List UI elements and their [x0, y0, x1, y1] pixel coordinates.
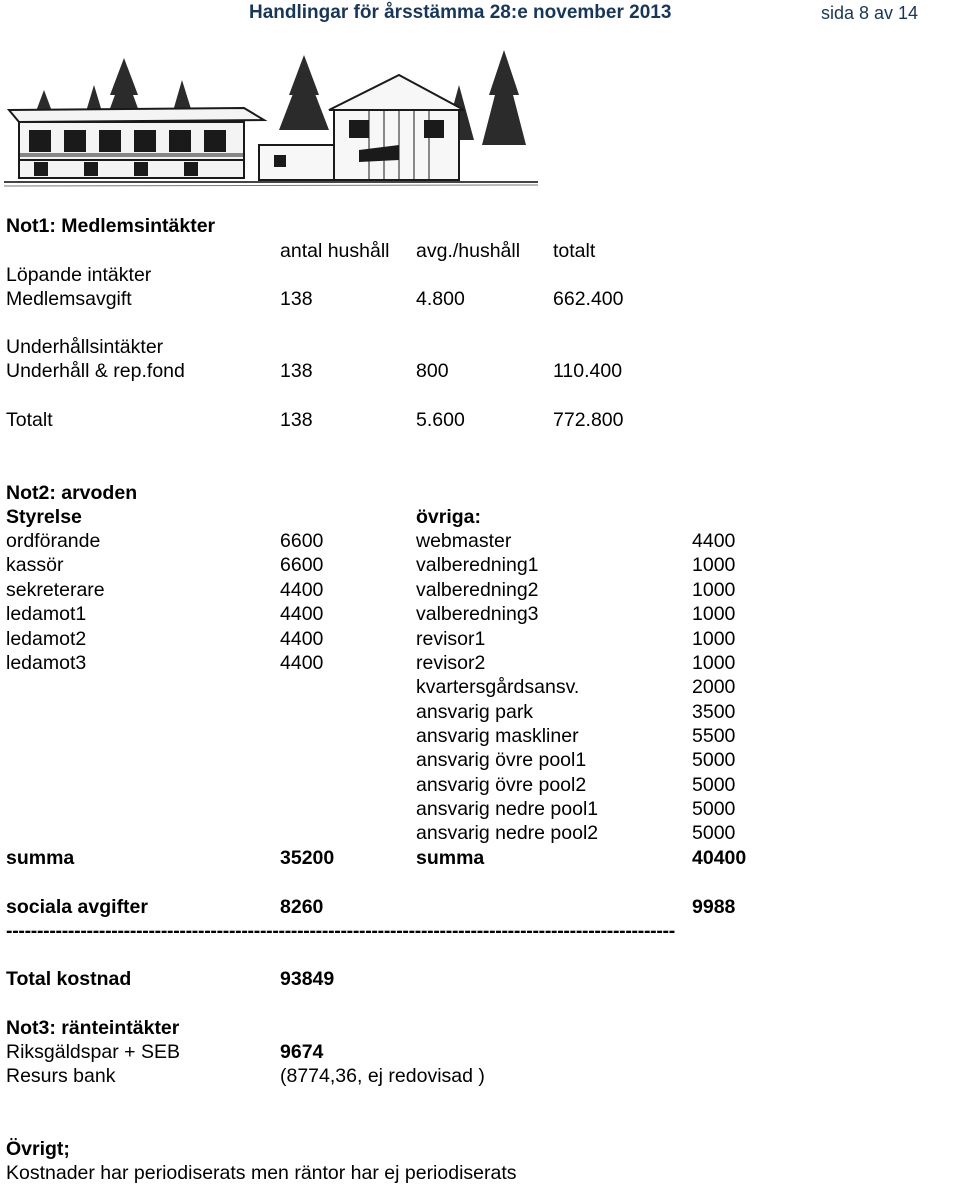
styrelse-value: 4400	[280, 579, 324, 601]
ovriga-value: 1000	[692, 628, 736, 650]
section-running-income: Löpande intäkter	[6, 264, 152, 286]
total-label: Totalt	[6, 409, 53, 431]
summa-ovriga-value: 40400	[692, 847, 747, 869]
total-value: 138	[280, 409, 313, 431]
not2-heading: Not2: arvoden	[6, 482, 138, 504]
not3-heading: Not3: ränteintäkter	[6, 1017, 180, 1039]
ovriga-value: 2000	[692, 676, 736, 698]
ovriga-heading: övriga:	[416, 506, 482, 528]
sociala-avgifter-label: sociala avgifter	[6, 896, 148, 918]
ovriga-name: ansvarig park	[416, 701, 534, 723]
ovriga-value: 1000	[692, 603, 736, 625]
section-maintenance-income: Underhållsintäkter	[6, 336, 164, 358]
total-value: 772.800	[553, 409, 624, 431]
ovriga-name: valberedning3	[416, 603, 539, 625]
col-header-households: antal hushåll	[280, 240, 390, 262]
col-header-total: totalt	[553, 240, 596, 262]
ovriga-name: webmaster	[416, 530, 512, 552]
ovriga-value: 5000	[692, 822, 736, 844]
row-value: 662.400	[553, 288, 624, 310]
ovriga-name: ansvarig maskliner	[416, 725, 579, 747]
row-label: Medlemsavgift	[6, 288, 132, 310]
total-kostnad-label: Total kostnad	[6, 968, 132, 990]
ovriga-name: valberedning1	[416, 554, 539, 576]
ovriga-value: 4400	[692, 530, 736, 552]
ovriga-value: 1000	[692, 554, 736, 576]
interest-row-value: (8774,36, ej redovisad )	[280, 1065, 485, 1087]
total-value: 5.600	[416, 409, 465, 431]
ovriga-name: ansvarig övre pool2	[416, 774, 587, 796]
ovriga-value: 5000	[692, 749, 736, 771]
styrelse-name: ordförande	[6, 530, 101, 552]
row-value: 138	[280, 288, 313, 310]
summa-styrelse-value: 35200	[280, 847, 335, 869]
styrelse-value: 4400	[280, 628, 324, 650]
styrelse-heading: Styrelse	[6, 506, 82, 528]
styrelse-value: 4400	[280, 603, 324, 625]
styrelse-name: ledamot3	[6, 652, 87, 674]
row-label: Underhåll & rep.fond	[6, 360, 185, 382]
sociala-avgifter-ovriga: 9988	[692, 896, 736, 918]
interest-row-label: Riksgäldspar + SEB	[6, 1041, 180, 1063]
ovriga-name: revisor1	[416, 628, 486, 650]
not1-heading: Not1: Medlemsintäkter	[6, 215, 216, 237]
building-sketch-image	[4, 50, 538, 190]
ovriga-value: 1000	[692, 652, 736, 674]
ovrigt-heading: Övrigt;	[6, 1138, 70, 1160]
ovriga-name: ansvarig nedre pool1	[416, 798, 599, 820]
styrelse-value: 6600	[280, 554, 324, 576]
ovriga-name: valberedning2	[416, 579, 539, 601]
row-value: 800	[416, 360, 449, 382]
styrelse-name: ledamot2	[6, 628, 87, 650]
total-kostnad-value: 93849	[280, 968, 335, 990]
col-header-avg-per-household: avg./hushåll	[416, 240, 521, 262]
row-value: 110.400	[553, 360, 623, 382]
ovriga-name: kvartersgårdsansv.	[416, 676, 580, 698]
styrelse-value: 6600	[280, 530, 324, 552]
summa-ovriga-label: summa	[416, 847, 485, 869]
row-value: 138	[280, 360, 313, 382]
row-value: 4.800	[416, 288, 465, 310]
ovrigt-text: Kostnader har periodiserats men räntor har ej periodiserats	[6, 1162, 517, 1184]
page-number: sida 8 av 14	[821, 3, 919, 23]
ovriga-name: ansvarig övre pool1	[416, 749, 587, 771]
ovriga-value: 5000	[692, 798, 736, 820]
interest-row-value: 9674	[280, 1041, 324, 1063]
dashed-divider: ------------------------------------------------------------------------------------------------------------	[6, 920, 675, 942]
ovriga-value: 5000	[692, 774, 736, 796]
styrelse-name: ledamot1	[6, 603, 87, 625]
ovriga-value: 5500	[692, 725, 736, 747]
ovriga-value: 3500	[692, 701, 736, 723]
ovriga-name: revisor2	[416, 652, 486, 674]
styrelse-name: kassör	[6, 554, 64, 576]
sociala-avgifter-styrelse: 8260	[280, 896, 324, 918]
styrelse-name: sekreterare	[6, 579, 105, 601]
styrelse-value: 4400	[280, 652, 324, 674]
interest-row-label: Resurs bank	[6, 1065, 116, 1087]
ovriga-value: 1000	[692, 579, 736, 601]
summa-styrelse-label: summa	[6, 847, 75, 869]
document-title: Handlingar för årsstämma 28:e november 2013	[249, 2, 672, 23]
ovriga-name: ansvarig nedre pool2	[416, 822, 599, 844]
